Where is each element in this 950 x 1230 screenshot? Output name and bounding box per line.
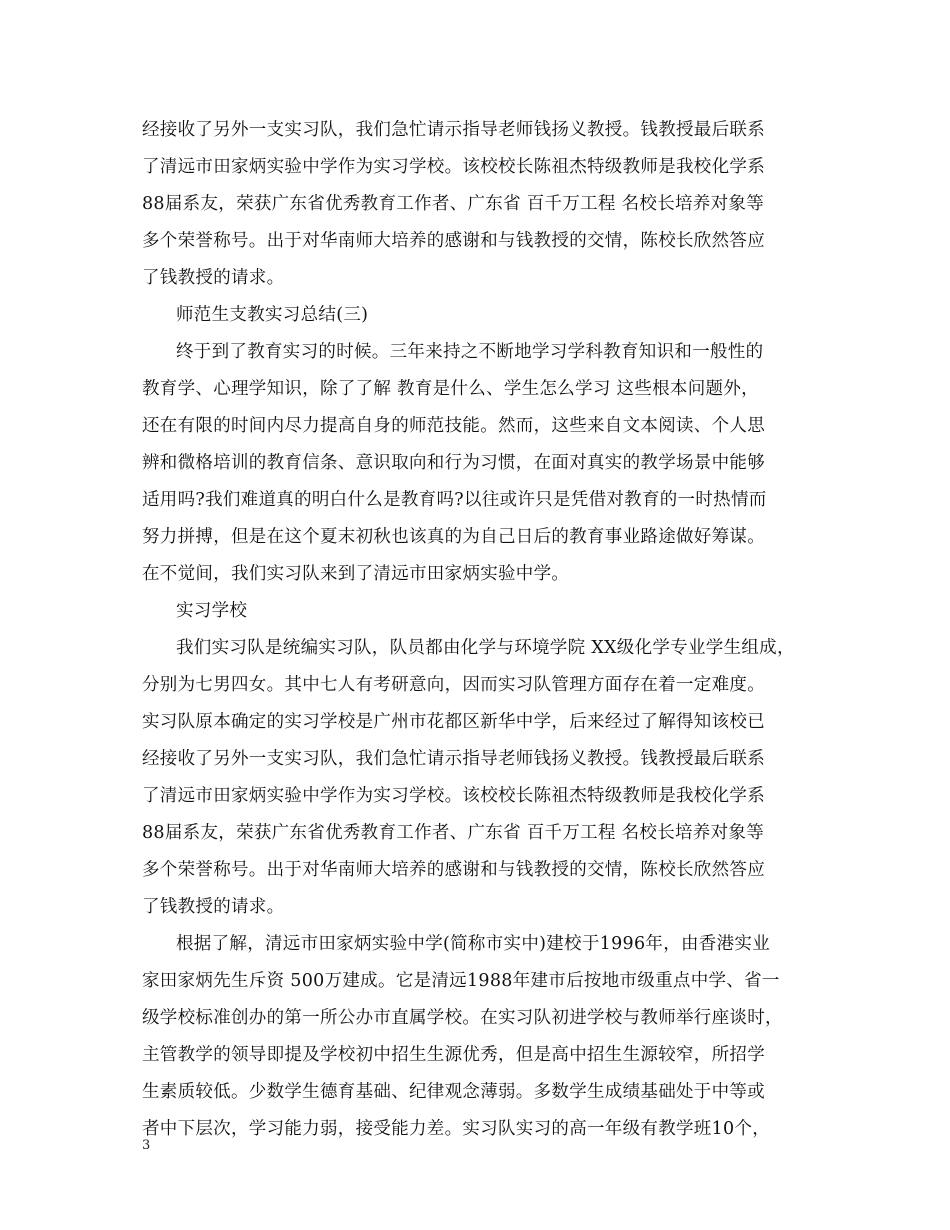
text-line: 经接收了另外一支实习队，我们急忙请示指导老师钱扬义教授。钱教授最后联系: [142, 749, 765, 769]
text-line: 了钱教授的请求。: [142, 268, 285, 288]
section-heading: 实习学校: [176, 601, 248, 621]
text-line: 我们实习队是统编实习队，队员都由化学与环境学院 XX级化学专业学生组成，: [176, 638, 795, 658]
text-line: 教育学、心理学知识，除了了解 教育是什么、学生怎么学习 这些根本问题外，: [142, 379, 759, 399]
page-number: 3: [142, 1138, 151, 1153]
text-line: 生素质较低。少数学生德育基础、纪律观念薄弱。多数学生成绩基础处于中等或: [142, 1082, 765, 1102]
text-line: 努力拼搏，但是在这个夏末初秋也该真的为自己日后的教育事业路途做好筹谋。: [142, 527, 765, 547]
text-line: 终于到了教育实习的时候。三年来持之不断地学习学科教育知识和一般性的: [176, 342, 764, 362]
text-line: 了清远市田家炳实验中学作为实习学校。该校校长陈祖杰特级教师是我校化学系: [142, 157, 765, 177]
text-line: 了钱教授的请求。: [142, 897, 285, 917]
text-line: 88届系友，荣获广东省优秀教育工作者、广东省 百千万工程 名校长培养对象等: [142, 823, 764, 843]
text-line: 分别为七男四女。其中七人有考研意向，因而实习队管理方面存在着一定难度。: [142, 675, 765, 695]
text-line: 主管教学的领导即提及学校初中招生生源优秀，但是高中招生生源较窄，所招学: [142, 1045, 765, 1065]
text-line: 根据了解，清远市田家炳实验中学(简称市实中)建校于1996年，由香港实业: [176, 934, 770, 954]
section-heading: 师范生支教实习总结(三): [176, 305, 369, 325]
text-line: 在不觉间，我们实习队来到了清远市田家炳实验中学。: [142, 564, 570, 584]
text-line: 家田家炳先生斥资 500万建成。它是清远1988年建市后按地市级重点中学、省一: [142, 971, 780, 991]
text-line: 者中下层次，学习能力弱，接受能力差。实习队实习的高一年级有教学班10个，: [142, 1119, 771, 1139]
text-line: 级学校标准创办的第一所公办市直属学校。在实习队初进学校与教师举行座谈时，: [142, 1008, 783, 1028]
text-line: 经接收了另外一支实习队，我们急忙请示指导老师钱扬义教授。钱教授最后联系: [142, 120, 765, 140]
text-line: 适用吗?我们难道真的明白什么是教育吗?以往或许只是凭借对教育的一时热情而: [142, 490, 767, 510]
text-line: 辨和微格培训的教育信条、意识取向和行为习惯，在面对真实的教学场景中能够: [142, 453, 765, 473]
text-line: 多个荣誉称号。出于对华南师大培养的感谢和与钱教授的交情，陈校长欣然答应: [142, 231, 765, 251]
text-line: 多个荣誉称号。出于对华南师大培养的感谢和与钱教授的交情，陈校长欣然答应: [142, 860, 765, 880]
text-line: 还在有限的时间内尽力提高自身的师范技能。然而，这些来自文本阅读、个人思: [142, 416, 765, 436]
text-line: 了清远市田家炳实验中学作为实习学校。该校校长陈祖杰特级教师是我校化学系: [142, 786, 765, 806]
text-line: 88届系友，荣获广东省优秀教育工作者、广东省 百千万工程 名校长培养对象等: [142, 194, 764, 214]
text-line: 实习队原本确定的实习学校是广州市花都区新华中学，后来经过了解得知该校已: [142, 712, 765, 732]
